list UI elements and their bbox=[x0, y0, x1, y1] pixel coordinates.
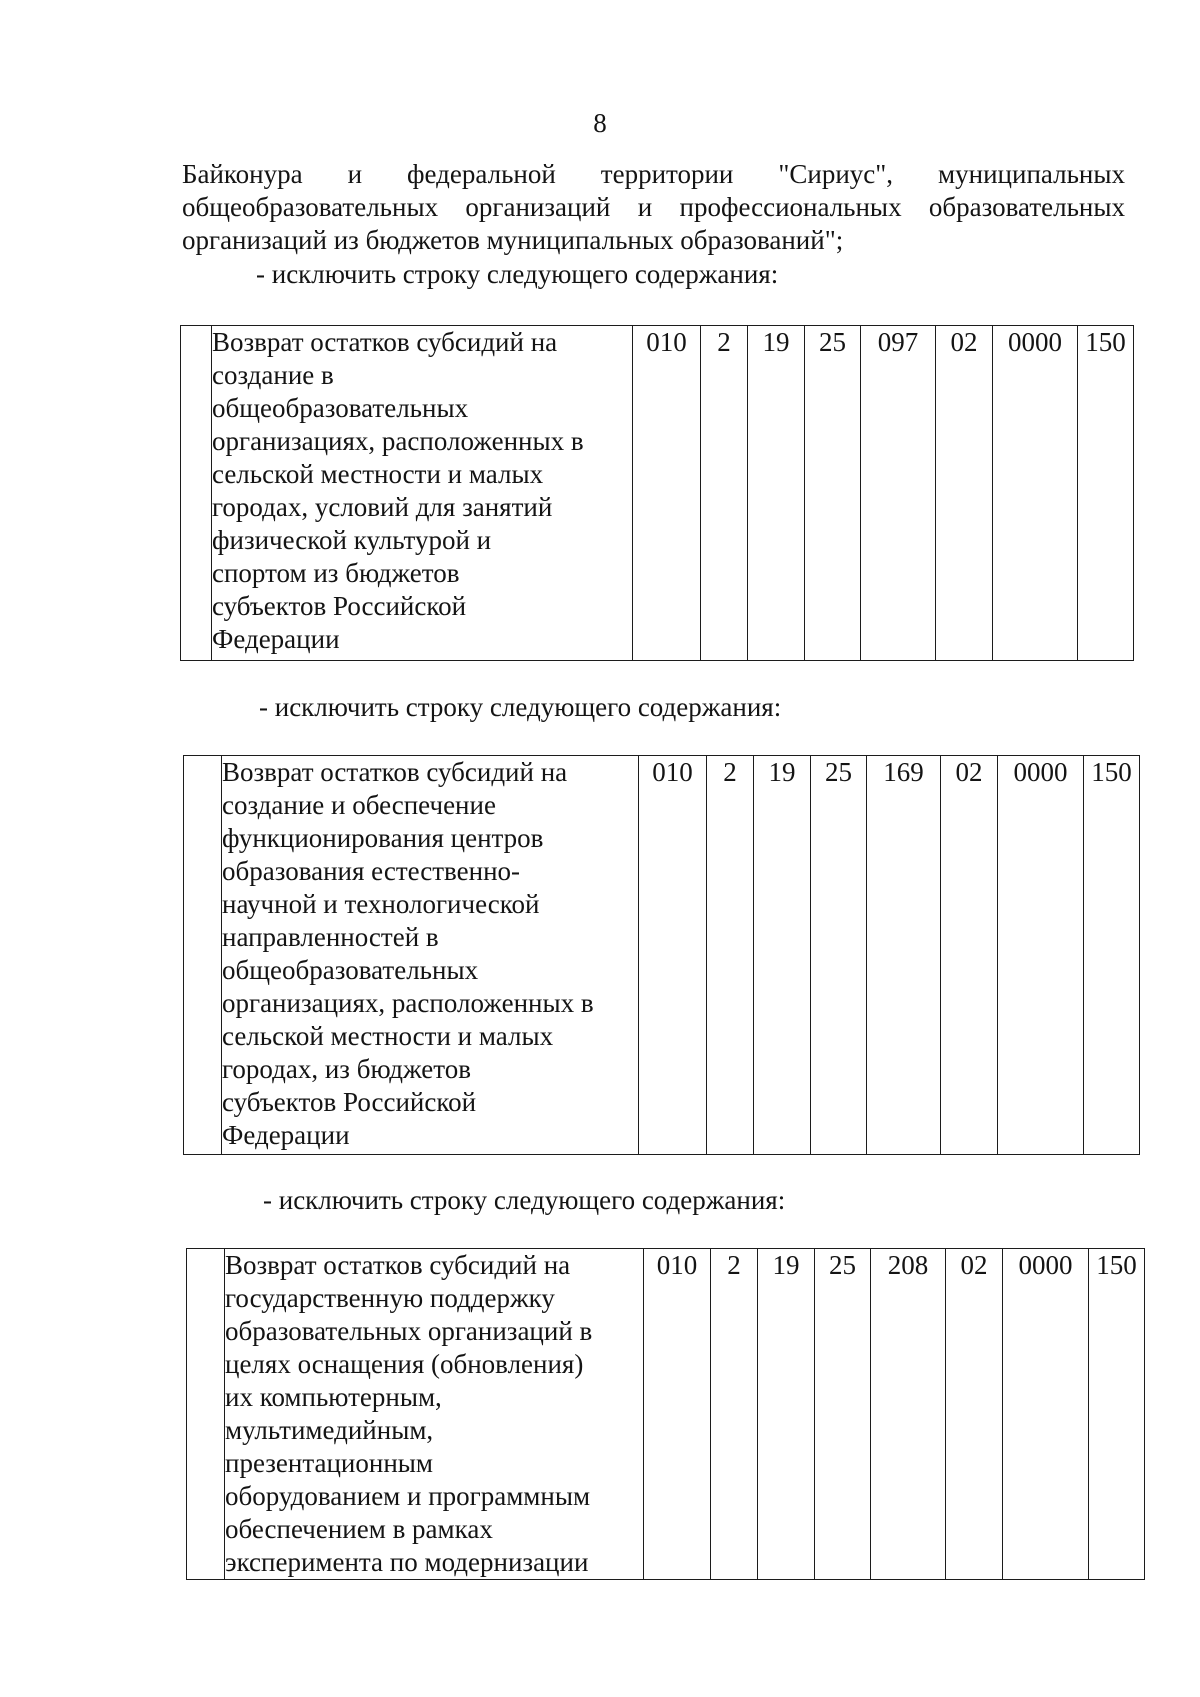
description-line: Возврат остатков субсидий на bbox=[222, 757, 568, 787]
budget-code-table bbox=[183, 755, 1140, 1155]
description-line: Федерации bbox=[222, 1120, 350, 1150]
code-cell: 02 bbox=[946, 1249, 1003, 1580]
code-cell: 010 bbox=[644, 1249, 711, 1580]
description-line: субъектов Российской bbox=[222, 1087, 477, 1117]
description-line: общеобразовательных bbox=[212, 393, 469, 423]
code-cell: 150 bbox=[1084, 756, 1140, 1155]
code-cell: 0000 bbox=[998, 756, 1084, 1155]
code-cell: 150 bbox=[1078, 326, 1134, 661]
intro-paragraph bbox=[182, 158, 1125, 257]
description-cell bbox=[225, 1249, 644, 1580]
description-line: образования естественно- bbox=[222, 856, 521, 886]
description-line: спортом из бюджетов bbox=[212, 558, 460, 588]
code-cell: 2 bbox=[711, 1249, 758, 1580]
description-line: субъектов Российской bbox=[212, 591, 467, 621]
budget-code-table bbox=[180, 325, 1134, 661]
code-cell: 02 bbox=[936, 326, 993, 661]
description-cell bbox=[212, 326, 633, 661]
description-line: городах, условий для занятий bbox=[212, 492, 553, 522]
description-line: организациях, расположенных в bbox=[212, 426, 584, 456]
row-number-cell bbox=[187, 1249, 225, 1580]
description-line: их компьютерным, bbox=[225, 1382, 442, 1412]
code-cell: 010 bbox=[639, 756, 707, 1155]
code-cell: 19 bbox=[758, 1249, 815, 1580]
description-line: общеобразовательных bbox=[222, 955, 479, 985]
code-cell: 208 bbox=[871, 1249, 946, 1580]
code-cell: 25 bbox=[815, 1249, 871, 1580]
description-line: презентационным bbox=[225, 1448, 433, 1478]
table-row bbox=[184, 756, 1140, 1155]
description-line: Федерации bbox=[212, 624, 340, 654]
description-cell bbox=[222, 756, 639, 1155]
description-line: создание и обеспечение bbox=[222, 790, 496, 820]
code-cell: 2 bbox=[701, 326, 748, 661]
intro-line: организаций из бюджетов муниципальных образований"; bbox=[182, 225, 844, 255]
description-line: государственную поддержку bbox=[225, 1283, 555, 1313]
intro-line: Байконура и федеральной территории "Сириус", муниципальных bbox=[182, 159, 1125, 189]
code-cell: 0000 bbox=[1003, 1249, 1089, 1580]
code-cell: 169 bbox=[867, 756, 941, 1155]
code-cell: 02 bbox=[941, 756, 998, 1155]
budget-code-table bbox=[186, 1248, 1145, 1580]
row-number-cell bbox=[181, 326, 212, 661]
description-line: городах, из бюджетов bbox=[222, 1054, 471, 1084]
description-line: научной и технологической bbox=[222, 889, 540, 919]
code-cell: 010 bbox=[633, 326, 701, 661]
description-line: Возврат остатков субсидий на bbox=[212, 327, 558, 357]
description-line: физической культурой и bbox=[212, 525, 492, 555]
description-line: сельской местности и малых bbox=[222, 1021, 554, 1051]
instruction-text: - исключить строку следующего содержания: bbox=[256, 259, 779, 289]
row-number-cell bbox=[184, 756, 222, 1155]
code-cell: 2 bbox=[707, 756, 754, 1155]
table-row bbox=[181, 326, 1134, 661]
description-line: эксперимента по модернизации bbox=[225, 1547, 589, 1577]
description-line: Возврат остатков субсидий на bbox=[225, 1250, 571, 1280]
instruction-text: - исключить строку следующего содержания: bbox=[263, 1185, 786, 1215]
description-line: оборудованием и программным bbox=[225, 1481, 591, 1511]
description-line: создание в bbox=[212, 360, 334, 390]
description-line: обеспечением в рамках bbox=[225, 1514, 493, 1544]
description-line: образовательных организаций в bbox=[225, 1316, 593, 1346]
intro-line: общеобразовательных организаций и профессиональных образовательных bbox=[182, 192, 1125, 222]
description-line: функционирования центров bbox=[222, 823, 544, 853]
code-cell: 097 bbox=[861, 326, 936, 661]
code-cell: 0000 bbox=[993, 326, 1078, 661]
table-row bbox=[187, 1249, 1145, 1580]
code-cell: 25 bbox=[811, 756, 867, 1155]
code-cell: 19 bbox=[754, 756, 811, 1155]
description-line: организациях, расположенных в bbox=[222, 988, 594, 1018]
description-line: мультимедийным, bbox=[225, 1415, 434, 1445]
description-line: сельской местности и малых bbox=[212, 459, 544, 489]
page-number: 8 bbox=[593, 108, 607, 138]
code-cell: 19 bbox=[748, 326, 805, 661]
code-cell: 150 bbox=[1089, 1249, 1145, 1580]
code-cell: 25 bbox=[805, 326, 861, 661]
instruction-text: - исключить строку следующего содержания: bbox=[259, 692, 782, 722]
description-line: направленностей в bbox=[222, 922, 439, 952]
description-line: целях оснащения (обновления) bbox=[225, 1349, 584, 1379]
